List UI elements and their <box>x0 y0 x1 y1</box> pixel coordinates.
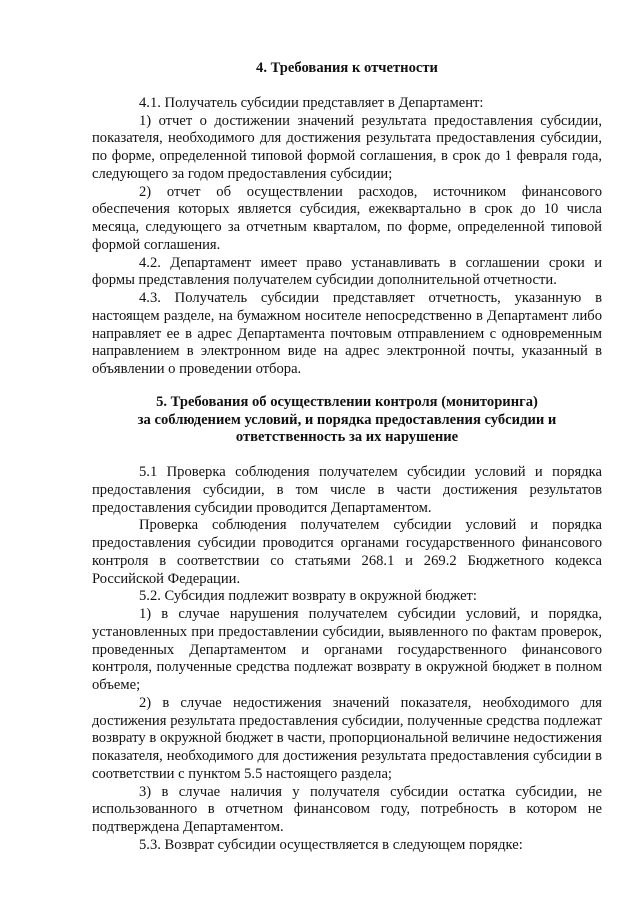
section-5-title-line: 5. Требования об осуществлении контроля (мониторинга) <box>156 393 538 410</box>
paragraph-5-2-item-3: 3) в случае наличия у получателя субсидии остатка субсидии, не использованного в отчетном финансовом году, потребность в котором не подтверждена Департаментом. <box>92 783 602 835</box>
paragraph-5-2-item-1: 1) в случае нарушения получателем субсидии условий, и порядка, установленных при предоставлении субсидии, выявленного по фактам проверок, проведенных Департаментом и органами государственного финансового контроля, полученные средства подлежат возврату в окружной бюджет в полном объеме; <box>92 606 602 693</box>
paragraph-5-2-item-2: 2) в случае недостижения значений показателя, необходимого для достижения результата предоставления субсидии, полученные средства подлежат возврату в окружной бюджет в части, пропорциональной величине недостижения показателя, необходимого для достижения результата предоставления субсидии в соответствии с пунктом 5.5 настоящего раздела; <box>92 694 602 782</box>
paragraph-4-1: 4.1. Получатель субсидии представляет в Департамент: <box>139 94 484 111</box>
paragraph-5-3: 5.3. Возврат субсидии осуществляется в следующем порядке: <box>139 836 523 853</box>
document-body <box>92 60 602 855</box>
paragraph-5-1-control: Проверка соблюдения получателем субсидии условий и порядка предоставления субсидии проводится органами государственного финансового контроля в соответствии со статьями 268.1 и 269.2 Бюджетного кодекса Российской Федерации. <box>92 517 602 587</box>
paragraph-4-2: 4.2. Департамент имеет право устанавливать в соглашении сроки и формы представления получателем субсидии дополнительной отчетности. <box>92 254 602 289</box>
section-4-title: 4. Требования к отчетности <box>256 60 438 76</box>
paragraph-4-3: 4.3. Получатель субсидии представляет отчетность, указанную в настоящем разделе, на бумажном носителе непосредственно в Департамент либо направляет ее в адрес Департамента почтовым отправлением с одновременным направлением в электронном виде на адрес электронной почты, указанный в объявлении о проведении отбора. <box>92 290 602 377</box>
paragraph-5-2: 5.2. Субсидия подлежит возврату в окружной бюджет: <box>139 588 477 605</box>
paragraph-4-1-item-1: 1) отчет о достижении значений результата предоставления субсидии, показателя, необходимого для достижения результата предоставления субсидии, по форме, определенной типовой формой соглашения, в срок до 1 февраля года, следующего за годом предоставления субсидии; <box>92 112 602 182</box>
paragraph-5-1: 5.1 Проверка соблюдения получателем субсидии условий и порядка предоставления субсидии, в том числе в части достижения результатов предоставления субсидии проводится Департаментом. <box>92 464 602 516</box>
section-5-title <box>92 394 602 447</box>
paragraph-4-1-item-2: 2) отчет об осуществлении расходов, источником финансового обеспечения которых является субсидия, ежеквартально в срок до 10 числа месяца, следующего за отчетным кварталом, по форме, определенной типовой формой соглашения. <box>92 183 602 253</box>
section-5-title-line: за соблюдением условий, и порядка предоставления субсидии и <box>137 411 557 428</box>
section-5-title-line: ответственность за их нарушение <box>235 429 459 446</box>
